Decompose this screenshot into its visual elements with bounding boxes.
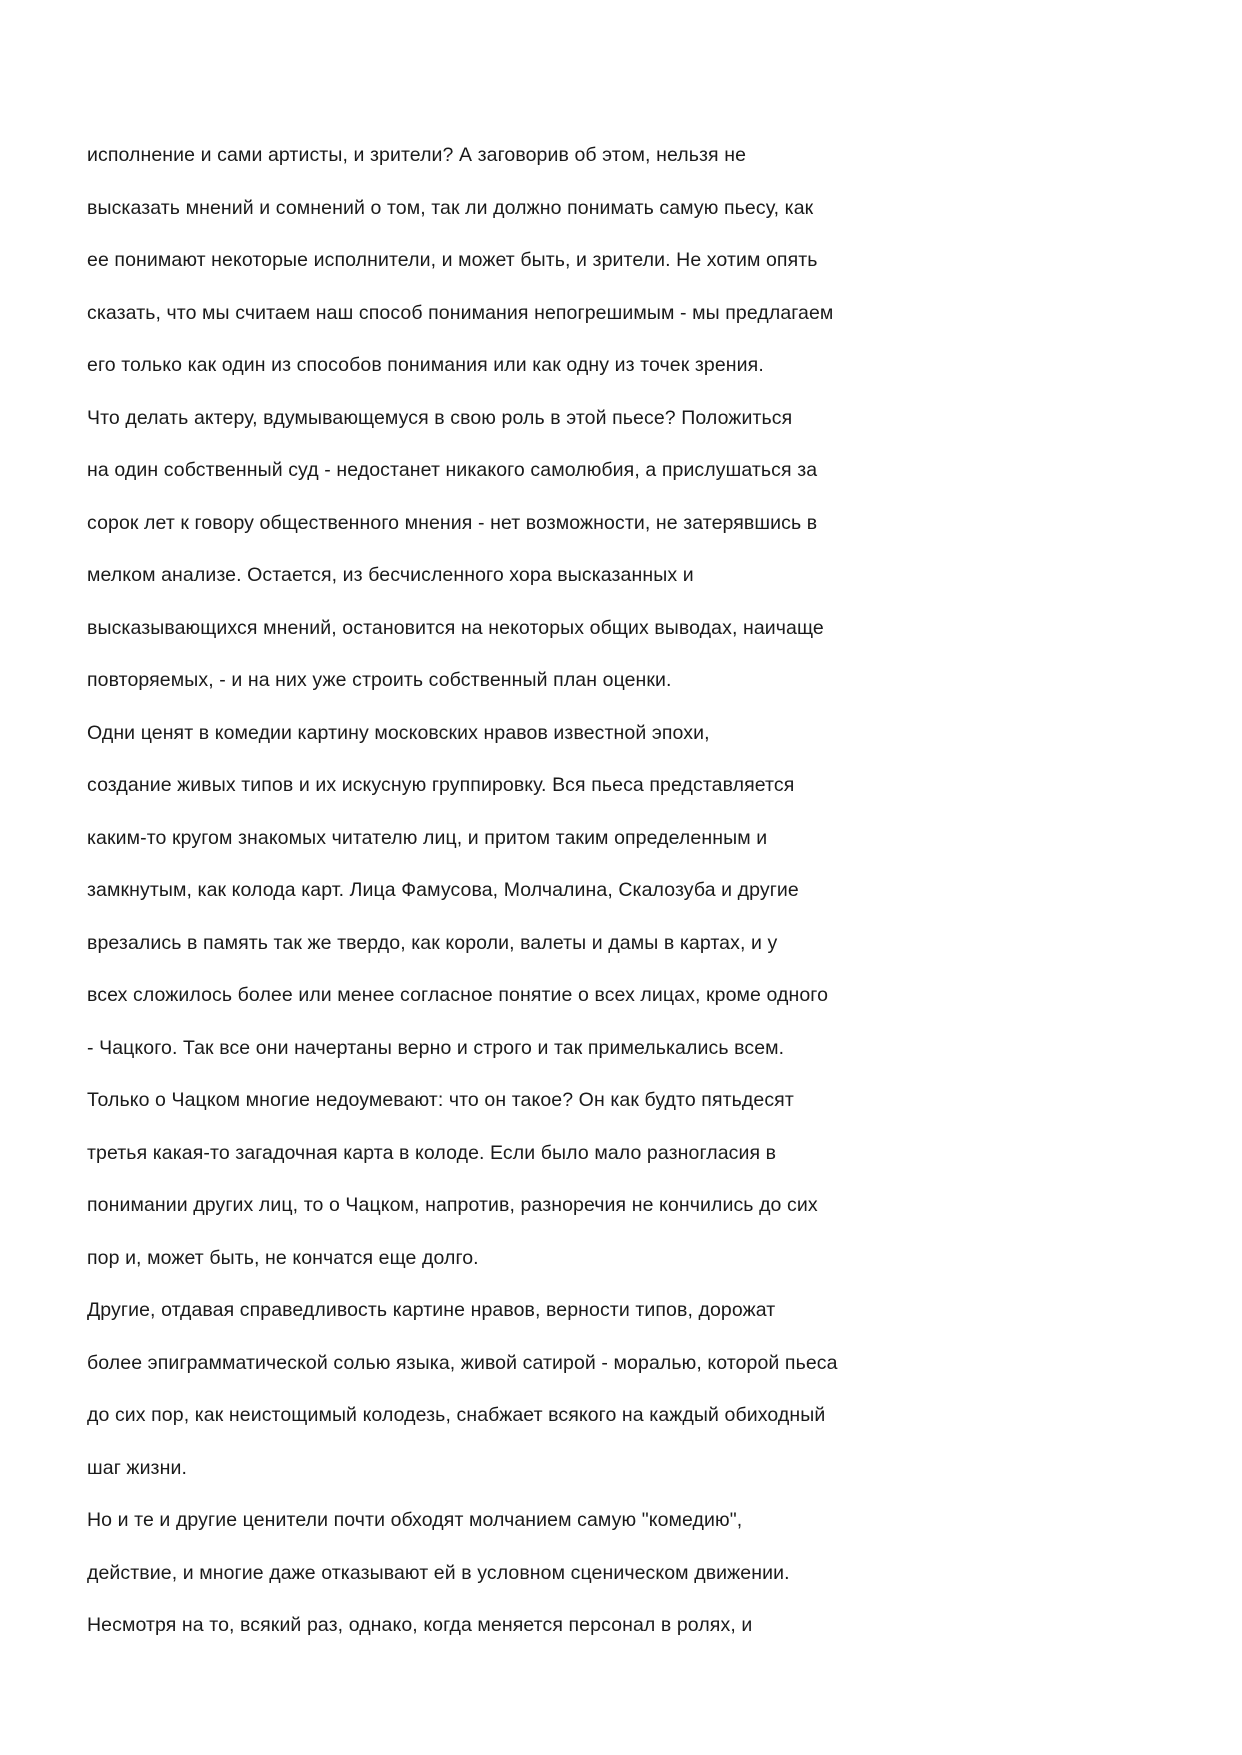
text-line-24: более эпиграмматической солью языка, живой сатирой - моралью, которой пьеса (87, 1351, 838, 1374)
text-line-28: действие, и многие даже отказывают ей в условном сценическом движении. (87, 1561, 790, 1584)
document-text-block (87, 129, 1087, 1652)
text-line-11: повторяемых, - и на них уже строить собственный план оценки. (87, 669, 672, 691)
text-line-5: его только как один из способов понимания или как одну из точек зрения. (87, 354, 764, 376)
text-line-13: создание живых типов и их искусную группировку. Вся пьеса представляется (87, 774, 795, 796)
text-line-23: Другие, отдавая справедливость картине нравов, верности типов, дорожат (87, 1299, 776, 1321)
text-line-7: на один собственный суд - недостанет никакого самолюбия, а прислушаться за (87, 459, 818, 481)
text-line-9: мелком анализе. Остается, из бесчисленного хора высказанных и (87, 564, 694, 586)
text-line-8: сорок лет к говору общественного мнения - нет возможности, не затерявшись в (87, 511, 818, 534)
text-line-12: Одни ценят в комедии картину московских нравов известной эпохи, (87, 721, 710, 744)
text-line-4: сказать, что мы считаем наш способ понимания непогрешимым - мы предлагаем (87, 301, 834, 324)
text-line-27: Но и те и другие ценители почти обходят молчанием самую "комедию", (87, 1509, 743, 1531)
text-line-18: - Чацкого. Так все они начертаны верно и строго и так примелькались всем. (87, 1036, 785, 1059)
text-line-22: пор и, может быть, не кончатся еще долго. (87, 1246, 479, 1269)
text-line-3: ее понимают некоторые исполнители, и может быть, и зрители. Не хотим опять (87, 249, 818, 271)
text-line-16: врезались в память так же твердо, как короли, валеты и дамы в картах, и у (87, 931, 778, 954)
text-line-17: всех сложилось более или менее согласное понятие о всех лицах, кроме одного (87, 984, 829, 1006)
text-line-2: высказать мнений и сомнений о том, так ли должно понимать самую пьесу, как (87, 196, 814, 219)
text-line-1: исполнение и сами артисты, и зрители? А заговорив об этом, нельзя не (87, 144, 747, 166)
text-line-14: каким-то кругом знакомых читателю лиц, и притом таким определенным и (87, 826, 768, 849)
text-line-15: замкнутым, как колода карт. Лица Фамусова, Молчалина, Скалозуба и другие (87, 879, 799, 901)
text-line-19: Только о Чацком многие недоумевают: что он такое? Он как будто пятьдесят (87, 1089, 794, 1111)
text-line-6: Что делать актеру, вдумывающемуся в свою роль в этой пьесе? Положиться (87, 406, 793, 429)
text-line-26: шаг жизни. (87, 1456, 187, 1479)
text-line-20: третья какая-то загадочная карта в колоде. Если было мало разногласия в (87, 1141, 777, 1164)
text-line-10: высказывающихся мнений, остановится на некоторых общих выводах, наичаще (87, 616, 824, 639)
text-line-21: понимании других лиц, то о Чацком, напротив, разноречия не кончились до сих (87, 1194, 818, 1216)
text-line-29: Несмотря на то, всякий раз, однако, когда меняется персонал в ролях, и (87, 1614, 753, 1636)
text-line-25: до сих пор, как неистощимый колодезь, снабжает всякого на каждый обиходный (87, 1404, 826, 1426)
